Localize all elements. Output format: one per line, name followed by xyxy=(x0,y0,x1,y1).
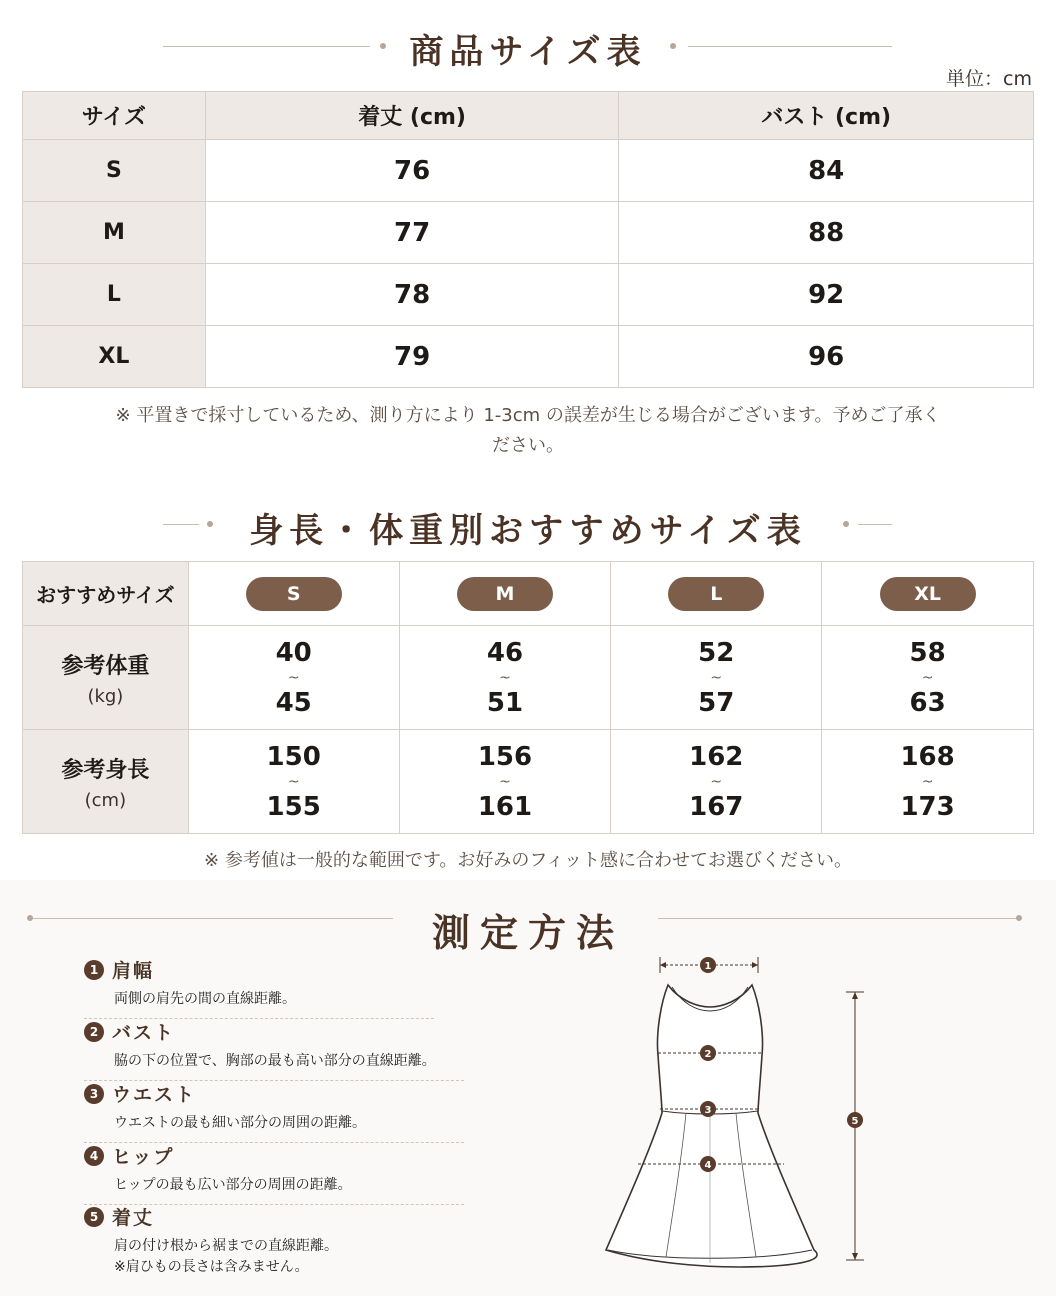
measure-desc: ヒップの最も広い部分の周囲の距離。 xyxy=(114,1177,352,1193)
svg-text:3: 3 xyxy=(704,1105,712,1116)
height-row xyxy=(23,730,1034,834)
number-badge: 4 xyxy=(84,1146,104,1166)
measure-desc: 肩の付け根から裾までの直線距離。 xyxy=(114,1238,338,1254)
range-tilde: ~ xyxy=(921,773,934,790)
diagram-marker-2 xyxy=(700,1045,716,1061)
measure-title: 測定方法 xyxy=(431,910,624,955)
weight-to: 63 xyxy=(909,687,946,718)
size-note-line1: ※ 平置きで採寸しているため、測り方により 1-3cm の誤差が生じる場合がございます。予めご了承く xyxy=(115,405,941,426)
cell-bust: 88 xyxy=(619,202,1034,264)
table-row xyxy=(23,140,1034,202)
range-tilde: ~ xyxy=(499,773,511,790)
height-from: 168 xyxy=(900,741,955,772)
size-pill: L xyxy=(668,577,764,611)
size-pill: XL xyxy=(880,577,976,611)
height-from: 156 xyxy=(477,741,533,772)
weight-to: 57 xyxy=(698,687,735,718)
measure-label: 着丈 xyxy=(112,1207,155,1229)
measure-item xyxy=(84,1018,464,1081)
height-from: 150 xyxy=(266,741,321,772)
size-note xyxy=(40,401,1016,461)
dress-diagram xyxy=(590,945,890,1275)
svg-text:4: 4 xyxy=(704,1160,712,1171)
measure-desc: ウエストの最も細い部分の周囲の距離。 xyxy=(114,1115,366,1131)
title-rule-right xyxy=(688,46,892,47)
height-to: 161 xyxy=(477,791,533,822)
recommend-table xyxy=(22,561,1034,834)
height-unit: (cm) xyxy=(84,789,127,811)
title-dot xyxy=(670,43,676,49)
table-row xyxy=(23,326,1034,388)
number-badge: 5 xyxy=(84,1207,104,1227)
unit-note: 単位：cm xyxy=(946,68,1032,90)
header-bust: バスト (cm) xyxy=(619,92,1034,140)
cell-length: 77 xyxy=(205,202,619,264)
weight-from: 58 xyxy=(909,637,946,668)
header-size: サイズ xyxy=(23,92,206,140)
height-to: 173 xyxy=(900,791,955,822)
table-row xyxy=(23,264,1034,326)
measure-label: ヒップ xyxy=(112,1146,175,1168)
cell-size: L xyxy=(23,264,206,326)
measure-item xyxy=(84,1080,464,1143)
weight-cell xyxy=(399,626,611,730)
diagram-marker-4 xyxy=(700,1156,716,1172)
size-table-title: 商品サイズ表 xyxy=(409,32,647,72)
measure-label: 肩幅 xyxy=(112,960,155,982)
weight-unit: (kg) xyxy=(87,685,124,707)
header-length: 着丈 (cm) xyxy=(205,92,619,140)
table-row xyxy=(23,202,1034,264)
height-label: 参考身長 xyxy=(61,757,150,783)
height-cell xyxy=(822,730,1034,834)
weight-from: 40 xyxy=(275,637,312,668)
measure-desc: 脇の下の位置で、胸部の最も高い部分の直線距離。 xyxy=(114,1053,436,1069)
title-rule-right xyxy=(858,524,892,525)
weight-to: 45 xyxy=(275,687,312,718)
height-cell xyxy=(611,730,822,834)
cell-bust: 92 xyxy=(619,264,1034,326)
weight-to: 51 xyxy=(486,687,524,718)
weight-cell xyxy=(611,626,822,730)
cell-size: XL xyxy=(23,326,206,388)
diagram-marker-1 xyxy=(700,957,716,973)
weight-from: 46 xyxy=(486,637,524,668)
range-tilde: ~ xyxy=(921,669,934,686)
weight-from: 52 xyxy=(698,637,735,668)
range-tilde: ~ xyxy=(499,669,511,686)
range-tilde: ~ xyxy=(710,773,723,790)
title-dot xyxy=(843,521,849,527)
svg-text:2: 2 xyxy=(704,1049,712,1060)
height-from: 162 xyxy=(689,741,744,772)
size-pill: M xyxy=(457,577,553,611)
recommend-table-title: 身長・体重別おすすめサイズ表 xyxy=(249,511,807,551)
range-tilde: ~ xyxy=(287,669,300,686)
svg-text:1: 1 xyxy=(704,961,712,972)
cell-length: 76 xyxy=(205,140,619,202)
measure-label: ウエスト xyxy=(112,1084,197,1106)
height-cell xyxy=(188,730,399,834)
svg-text:5: 5 xyxy=(851,1116,859,1127)
range-tilde: ~ xyxy=(287,773,300,790)
measure-item xyxy=(84,1142,464,1205)
title-dot xyxy=(1016,915,1022,921)
measure-label: バスト xyxy=(112,1022,176,1044)
cell-length: 79 xyxy=(205,326,619,388)
number-badge: 3 xyxy=(84,1084,104,1104)
cell-bust: 84 xyxy=(619,140,1034,202)
dress-outline-icon xyxy=(606,985,817,1267)
measure-desc-note: ※肩ひもの長さは含みません。 xyxy=(114,1259,309,1275)
size-row xyxy=(23,562,1034,626)
weight-row xyxy=(23,626,1034,730)
measure-item xyxy=(84,956,464,1019)
measure-item xyxy=(84,1203,464,1278)
weight-cell xyxy=(822,626,1034,730)
height-to: 155 xyxy=(266,791,321,822)
size-note-line2: ださい。 xyxy=(492,435,564,456)
number-badge: 1 xyxy=(84,960,104,980)
table-header-row xyxy=(23,92,1034,140)
title-rule-right xyxy=(658,918,1018,919)
cell-size: S xyxy=(23,140,206,202)
weight-cell xyxy=(188,626,399,730)
row-header-height xyxy=(23,730,189,834)
cell-length: 78 xyxy=(205,264,619,326)
height-to: 167 xyxy=(689,791,744,822)
range-tilde: ~ xyxy=(710,669,723,686)
size-pill: S xyxy=(246,577,342,611)
cell-size: M xyxy=(23,202,206,264)
measure-desc: 両側の肩先の間の直線距離。 xyxy=(114,991,296,1007)
size-table xyxy=(22,91,1034,388)
recommend-note: ※ 参考値は一般的な範囲です。お好みのフィット感に合わせてお選びください。 xyxy=(204,850,852,871)
cell-bust: 96 xyxy=(619,326,1034,388)
weight-label: 参考体重 xyxy=(61,653,150,679)
height-cell xyxy=(399,730,611,834)
row-header-size: おすすめサイズ xyxy=(23,562,189,626)
row-header-weight xyxy=(23,626,189,730)
diagram-marker-5 xyxy=(847,1112,863,1128)
number-badge: 2 xyxy=(84,1022,104,1042)
diagram-marker-3 xyxy=(700,1101,716,1117)
